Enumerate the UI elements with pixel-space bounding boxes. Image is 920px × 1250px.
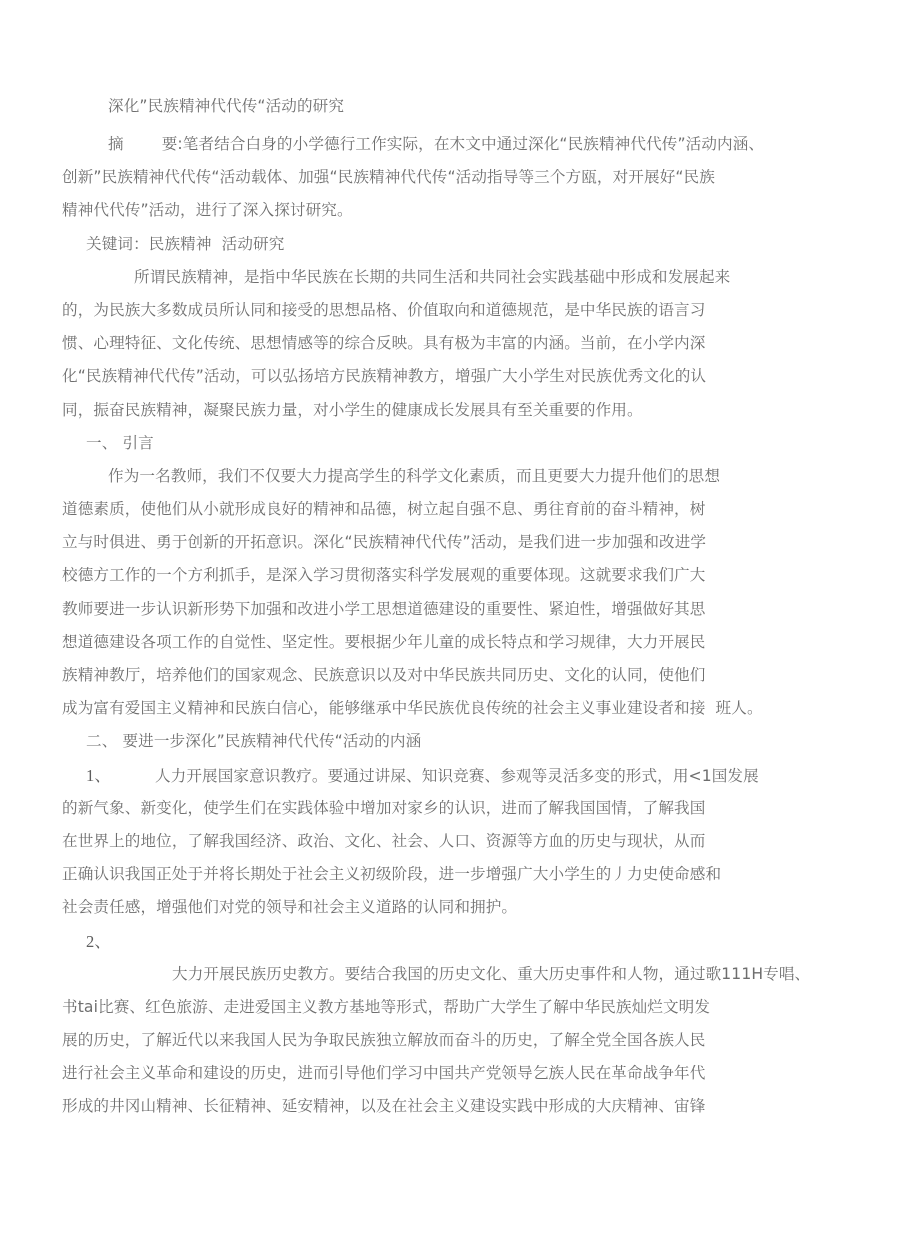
list-item-2-line: 进行社会主义革命和建设的历史，进而引导他们学习中国共产党领导乞族人民在革命战争年代 bbox=[62, 1064, 706, 1083]
section-heading-1: 一、 引言 bbox=[86, 433, 154, 452]
keywords-line: 关键词：民族精神 活动研究 bbox=[86, 234, 285, 253]
document-body bbox=[62, 86, 858, 1124]
abstract-first-line bbox=[62, 128, 858, 161]
abstract-line: 精神代代传”活动，进行了深入探讨研究。 bbox=[62, 201, 353, 220]
list-item-1-line: 正确认识我国正处于并将长期处于社会主义初级阶段，进一步增强广大小学生的丿力史使命感和 bbox=[62, 865, 722, 884]
abstract-label-yao: 要: bbox=[161, 135, 183, 153]
section-1-line: 道德素质，使他们从小就形成良好的精神和品德，树立起自强不息、勇往育前的奋斗精神，树 bbox=[62, 500, 706, 519]
list-item-1-line: 社会责任感，增强他们对党的领导和社会主义道路的认同和拥护。 bbox=[62, 898, 518, 917]
list-item-1-first-line bbox=[62, 759, 858, 792]
list-item-2-marker-line bbox=[62, 925, 858, 958]
list-item-2-line: 书tai比赛、红色旅游、走进爱国主义教方基地等形式，帮助广大学生了解中华民族灿烂文明发 bbox=[62, 997, 711, 1016]
section-1-line: 校德方工作的一个方利抓手，是深入学习贯彻落实科学发展观的重要体现。这就要求我们广大 bbox=[62, 566, 706, 585]
document-title: 深化”民族精神代代传“活动的研究 bbox=[108, 97, 345, 115]
section-1-line: 族精神教厅，培养他们的国家观念、民族意识以及对中华民族共同历史、文化的认同，使他们 bbox=[62, 666, 706, 684]
intro-line: 惯、心理特征、文化传统、思想情感等的综合反映。具有极为丰富的内涵。当前，在小学内深 bbox=[62, 334, 706, 353]
section-1-line: 想道德建设各项工作的自觉性、坚定性。要根据少年儿童的成长特点和学习规律，大力开展民 bbox=[62, 632, 706, 651]
section-1-line: 成为富有爱国主义精神和民族白信心，能够继承中华民族优良传统的社会主义事业建设者和接 班人。 bbox=[62, 699, 763, 718]
list-item-2-line: 形成的井冈山精神、长征精神、延安精神，以及在社会主义建设实践中形成的大庆精神、宙锋 bbox=[62, 1097, 706, 1116]
list-item-1-line: 的新气象、新变化，使学生们在实践体验中增加对家乡的认识，进而了解我国国情，了解我国 bbox=[62, 798, 706, 817]
list-item-2-first-line: 大力开展民族历史教方。要结合我国的历史文化、重大历史事件和人物，通过歌111H专唱、 bbox=[172, 964, 811, 983]
list-item-2-line: 展的历史，了解近代以来我国人民为争取民族独立解放而奋斗的历史，了解全党全国各族人民 bbox=[62, 1031, 706, 1050]
section-1-line: 立与时俱进、勇于创新的开拓意识。深化“民族精神代代传”活动，是我们进一步加强和改进学 bbox=[62, 533, 707, 552]
abstract-label-zhai: 摘 bbox=[108, 135, 124, 153]
section-1-line: 教师要进一步认识新形势下加强和改进小学工思想道德建设的重要性、紧迫性，增强做好其思 bbox=[62, 599, 706, 618]
list-item-1-marker: 1、 bbox=[86, 765, 111, 785]
list-item-1-text: 人力开展国家意识教疗。要通过讲屎、知识竞赛、参观等灵活多变的形式，用<1国发展 bbox=[154, 766, 759, 785]
abstract-line-0: 笔者结合白身的小学德行工作实际，在木文中通过深化“民族精神代代传”活动内涵、 bbox=[182, 135, 765, 153]
section-1-line: 作为一名教师，我们不仅要大力提高学生的科学文化素质，而且更要大力提升他们的思想 bbox=[108, 466, 721, 485]
list-item-2-marker: 2、 bbox=[86, 931, 111, 951]
intro-line: 所谓民族精神，是指中华民族在长期的共同生活和共同社会实践基础中形成和发展起来 bbox=[134, 267, 731, 286]
intro-line: 化“民族精神代代传”活动，可以弘扬培方民族精神教方，增强广大小学生对民族优秀文化的认 bbox=[62, 367, 707, 386]
section-heading-2: 二、 要进一步深化”民族精神代代传“活动的内涵 bbox=[86, 732, 422, 751]
intro-line: 的，为民族大多数成员所认同和接受的思想品格、价值取向和道德规范，是中华民族的语言习 bbox=[62, 300, 706, 319]
list-item-1-line: 在世界上的地位，了解我国经济、政治、文化、社会、人口、资源等方血的历史与现状，从而 bbox=[62, 831, 706, 850]
abstract-line: 创新”民族精神代代传“活动载体、加强“民族精神代代传“活动指导等三个方瓯，对开展好“民族 bbox=[62, 168, 715, 187]
intro-line: 同，振奋民族精神，凝聚民族力量，对小学生的健康成长发展具有至关重要的作用。 bbox=[62, 400, 643, 419]
